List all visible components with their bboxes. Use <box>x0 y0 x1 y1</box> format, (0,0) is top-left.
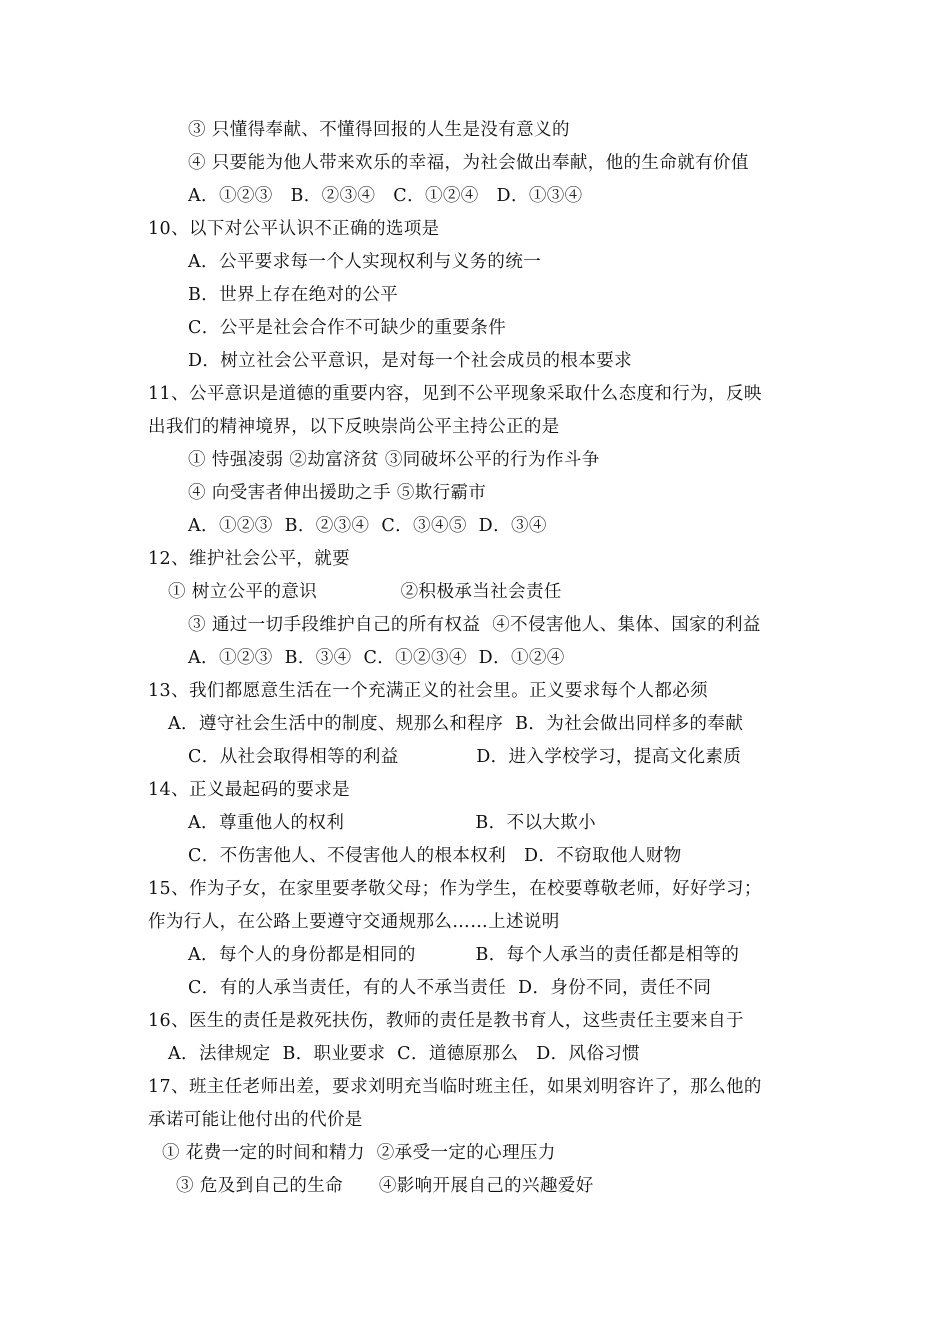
q12-items-2: ③ 通过一切手段维护自己的所有权益 ④不侵害他人、集体、国家的利益 <box>188 615 761 635</box>
q10-stem: 10、以下对公平认识不正确的选项是 <box>148 219 440 239</box>
q15-stem-line1: 15、作为子女，在家里要孝敬父母；作为学生，在校要尊敬老师，好好学习； <box>148 879 762 899</box>
q11-items-2: ④ 向受害者伸出援助之手 ⑤欺行霸市 <box>188 483 487 503</box>
q14-stem: 14、正义最起码的要求是 <box>148 780 351 800</box>
q9-option-4: ④ 只要能为他人带来欢乐的幸福，为社会做出奉献，他的生命就有价值 <box>188 153 749 173</box>
q10-choice-c: C．公平是社会合作不可缺少的重要条件 <box>188 318 507 338</box>
q11-stem-line2: 出我们的精神境界，以下反映崇尚公平主持公正的是 <box>148 417 560 437</box>
q15-choices-ab: A．每个人的身份都是相同的 B．每个人承当的责任都是相等的 <box>188 945 740 965</box>
q15-choices-cd: C．有的人承当责任，有的人不承当责任 D．身份不同，责任不同 <box>188 978 712 998</box>
q15-stem-line2: 作为行人，在公路上要遵守交通规那么……上述说明 <box>148 912 560 932</box>
q9-option-3: ③ 只懂得奉献、不懂得回报的人生是没有意义的 <box>188 120 570 140</box>
q9-choices: A．①②③ B．②③④ C．①②④ D．①③④ <box>188 186 583 206</box>
q14-choices-ab: A．尊重他人的权利 B．不以大欺小 <box>188 813 597 833</box>
q11-stem-line1: 11、公平意识是道德的重要内容，见到不公平现象采取什么态度和行为，反映 <box>148 384 762 404</box>
q14-choices-cd: C．不伤害他人、不侵害他人的根本权利 D．不窃取他人财物 <box>188 846 682 866</box>
q11-choices: A．①②③ B．②③④ C．③④⑤ D．③④ <box>188 516 547 536</box>
q10-choice-b: B．世界上存在绝对的公平 <box>188 285 399 305</box>
q16-choices: A．法律规定 B．职业要求 C．道德原那么 D．风俗习惯 <box>168 1044 641 1064</box>
q17-stem-line2: 承诺可能让他付出的代价是 <box>148 1110 363 1130</box>
q13-choices-ab: A．遵守社会生活中的制度、规那么和程序 B．为社会做出同样多的奉献 <box>168 714 744 734</box>
q12-choices: A．①②③ B．③④ C．①②③④ D．①②④ <box>188 648 565 668</box>
q13-choices-cd: C．从社会取得相等的利益 D．进入学校学习，提高文化素质 <box>188 747 742 767</box>
q10-choice-a: A．公平要求每一个人实现权利与义务的统一 <box>188 252 542 272</box>
q13-stem: 13、我们都愿意生活在一个充满正义的社会里。正义要求每个人都必须 <box>148 681 709 701</box>
q11-items-1: ① 恃强凌弱 ②劫富济贫 ③同破坏公平的行为作斗争 <box>188 450 600 470</box>
q17-stem-line1: 17、班主任老师出差，要求刘明充当临时班主任，如果刘明容许了，那么他的 <box>148 1077 762 1097</box>
q17-items-1: ① 花费一定的时间和精力 ②承受一定的心理压力 <box>162 1143 556 1163</box>
q12-items-1: ① 树立公平的意识 ②积极承当社会责任 <box>168 582 562 602</box>
q10-choice-d: D．树立社会公平意识，是对每一个社会成员的根本要求 <box>188 351 633 371</box>
q12-stem: 12、维护社会公平，就要 <box>148 549 351 569</box>
q16-stem: 16、医生的责任是救死扶伤，教师的责任是教书育人，这些责任主要来自于 <box>148 1011 744 1031</box>
q17-items-2: ③ 危及到自己的生命 ④影响开展自己的兴趣爱好 <box>176 1176 594 1196</box>
